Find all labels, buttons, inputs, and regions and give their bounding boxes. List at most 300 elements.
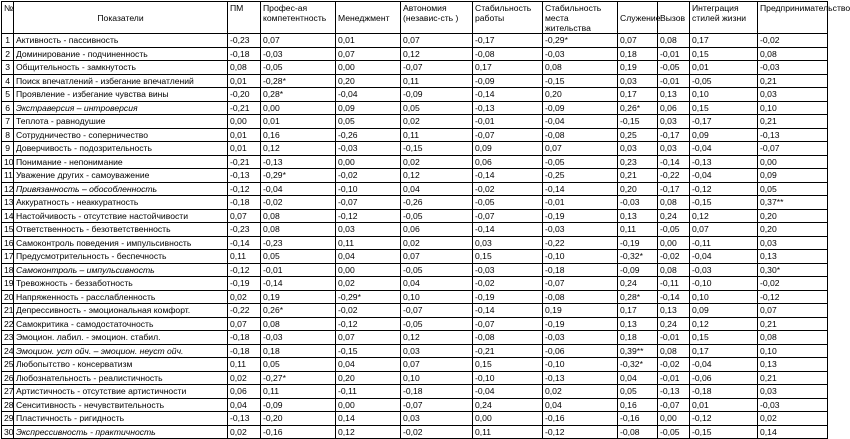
correlation-cell: 0,01 [261,115,336,129]
correlation-cell: -0,22 [543,236,618,250]
correlation-cell: 0,11 [401,74,473,88]
correlation-cell: 0,01 [690,61,758,75]
correlation-cell: -0,10 [543,358,618,372]
correlation-cell: 0,00 [228,115,261,129]
row-number: 6 [2,101,14,115]
correlation-cell: -0,09 [401,88,473,102]
correlation-cell: -0,07 [658,398,690,412]
row-number: 30 [2,425,14,439]
correlation-cell: -0,29* [336,290,401,304]
table-row [2,61,828,75]
correlation-cell: 0,07 [690,223,758,237]
row-number: 14 [2,209,14,223]
correlation-cell: 0,13 [658,304,690,318]
correlation-cell: 0,13 [758,250,828,264]
correlation-cell: 0,00 [658,236,690,250]
row-number: 16 [2,236,14,250]
correlation-cell: -0,13 [228,412,261,426]
correlation-cell: -0,12 [228,263,261,277]
correlation-cell: -0,22 [658,169,690,183]
correlation-cell: -0,32* [618,250,658,264]
correlation-cell: -0,05 [658,223,690,237]
correlation-cell: -0,03 [261,47,336,61]
correlation-cell: 0,10 [401,290,473,304]
correlation-cell: -0,05 [690,74,758,88]
correlation-cell: -0,17 [658,182,690,196]
row-number: 18 [2,263,14,277]
correlation-cell: 0,04 [336,250,401,264]
correlation-cell: 0,08 [261,223,336,237]
indicator-label: Экспрессивность - практичность [14,425,228,439]
correlation-cell: -0,16 [543,412,618,426]
table-row [2,34,828,48]
correlation-cell: -0,14 [473,169,543,183]
correlation-cell: 0,24 [618,277,658,291]
correlation-cell: -0,07 [473,209,543,223]
correlation-cell: -0,14 [473,223,543,237]
correlation-cell: -0,02 [658,250,690,264]
correlation-cell: -0,03 [758,61,828,75]
correlation-cell: 0,11 [228,250,261,264]
correlation-cell: -0,21 [473,344,543,358]
correlation-cell: 0,05 [401,101,473,115]
correlation-cell: 0,11 [228,358,261,372]
correlation-cell: 0,18 [261,344,336,358]
correlation-cell: 0,09 [473,142,543,156]
table-row [2,196,828,210]
table-row [2,88,828,102]
correlation-cell: -0,09 [618,263,658,277]
correlation-cell: -0,15 [690,196,758,210]
correlation-cell: 0,15 [690,331,758,345]
correlation-cell: -0,14 [261,277,336,291]
header-col-3: Менеджмент [336,2,401,34]
table-row [2,128,828,142]
header-number: № [2,2,14,34]
correlation-cell: -0,05 [401,209,473,223]
correlation-cell: -0,13 [690,155,758,169]
table-row [2,398,828,412]
correlation-cell: 0,17 [690,344,758,358]
correlation-cell: 0,04 [401,277,473,291]
correlation-cell: 0,11 [401,128,473,142]
correlation-cell: 0,07 [543,142,618,156]
correlation-cell: 0,06 [401,223,473,237]
correlation-cell: -0,15 [543,74,618,88]
table-row [2,115,828,129]
table-row [2,290,828,304]
correlation-cell: -0,10 [543,250,618,264]
indicator-label: Настойчивость - отсутствие настойчивости [14,209,228,223]
correlation-cell: -0,06 [690,371,758,385]
correlation-cell: -0,05 [401,263,473,277]
correlation-cell: 0,23 [618,155,658,169]
table-row [2,425,828,439]
correlation-cell: 0,00 [658,412,690,426]
indicator-label: Пластичность - ригидность [14,412,228,426]
correlation-cell: 0,30* [758,263,828,277]
correlation-cell: 0,11 [473,425,543,439]
table-row [2,304,828,318]
correlation-cell: -0,05 [473,196,543,210]
table-row [2,331,828,345]
correlation-cell: 0,24 [473,398,543,412]
correlation-cell: 0,14 [758,425,828,439]
correlation-cell: -0,03 [543,223,618,237]
header-col-9: Интеграция стилей жизни [690,2,758,34]
correlation-cell: 0,08 [261,209,336,223]
correlation-cell: 0,10 [690,88,758,102]
correlation-cell: -0,12 [228,182,261,196]
correlation-table [1,1,850,439]
correlation-cell: -0,07 [543,277,618,291]
header-col-2: Профес-ая компетентность [261,2,336,34]
correlation-cell: -0,18 [401,385,473,399]
correlation-cell: 0,12 [690,209,758,223]
indicator-label: Эмоцион. уст ойч. – эмоцион. неуст ойч. [14,344,228,358]
header-col-5: Стабильность работы [473,2,543,34]
row-number: 22 [2,317,14,331]
correlation-cell: -0,07 [336,196,401,210]
indicator-label: Депрессивность - эмоциональная комфорт. [14,304,228,318]
correlation-cell: 0,07 [228,209,261,223]
correlation-cell: 0,09 [336,101,401,115]
table-row [2,317,828,331]
correlation-cell: 0,02 [228,371,261,385]
correlation-cell: 0,21 [618,169,658,183]
correlation-cell: 0,05 [618,385,658,399]
correlation-cell: 0,08 [758,331,828,345]
correlation-cell: -0,26 [336,128,401,142]
correlation-cell: 0,19 [543,304,618,318]
table-row [2,250,828,264]
correlation-cell: -0,04 [543,115,618,129]
correlation-cell: -0,13 [473,101,543,115]
correlation-cell: 0,17 [473,61,543,75]
correlation-cell: -0,19 [228,277,261,291]
correlation-cell: -0,08 [618,425,658,439]
correlation-cell: 0,13 [658,88,690,102]
row-number: 29 [2,412,14,426]
correlation-cell: 0,03 [473,236,543,250]
row-number: 10 [2,155,14,169]
correlation-cell: -0,18 [228,196,261,210]
correlation-cell: 0,01 [336,34,401,48]
correlation-cell: -0,05 [543,155,618,169]
correlation-cell: -0,10 [336,182,401,196]
correlation-cell: -0,01 [658,331,690,345]
correlation-cell: 0,03 [618,74,658,88]
correlation-cell: -0,07 [473,317,543,331]
correlation-cell: -0,02 [336,304,401,318]
correlation-cell: 0,17 [618,304,658,318]
correlation-cell: -0,14 [228,236,261,250]
correlation-cell: 0,03 [658,115,690,129]
correlation-cell: -0,03 [543,47,618,61]
correlation-cell: -0,18 [228,331,261,345]
correlation-cell: -0,05 [658,61,690,75]
correlation-cell: -0,03 [618,196,658,210]
table-row [2,385,828,399]
indicator-label: Сотрудничество - соперничество [14,128,228,142]
correlation-cell: -0,26 [401,196,473,210]
table-row [2,155,828,169]
indicator-label: Напряженность - расслабленность [14,290,228,304]
correlation-cell: 0,13 [758,358,828,372]
indicator-label: Самоконтроль поведения - импульсивность [14,236,228,250]
row-number: 24 [2,344,14,358]
correlation-cell: -0,04 [690,358,758,372]
correlation-cell: 0,02 [543,385,618,399]
correlation-cell: -0,07 [473,128,543,142]
correlation-cell: -0,03 [690,263,758,277]
correlation-cell: -0,12 [690,412,758,426]
indicator-label: Любопытство - консерватизм [14,358,228,372]
correlation-cell: -0,12 [336,209,401,223]
correlation-cell: -0,18 [690,385,758,399]
correlation-cell: -0,12 [690,182,758,196]
indicator-label: Самокритика - самодостаточность [14,317,228,331]
correlation-cell: 0,20 [543,88,618,102]
correlation-cell: -0,02 [658,358,690,372]
header-col-10: Предпринимательство [758,2,828,34]
correlation-cell: 0,05 [261,250,336,264]
correlation-cell: -0,02 [473,182,543,196]
correlation-cell: 0,04 [618,371,658,385]
row-number: 21 [2,304,14,318]
indicator-label: Тревожность - беззаботность [14,277,228,291]
correlation-cell: -0,04 [261,182,336,196]
correlation-cell: -0,05 [401,317,473,331]
correlation-cell: 0,20 [758,209,828,223]
indicator-label: Доминирование - подчиненность [14,47,228,61]
correlation-cell: 0,06 [228,385,261,399]
indicator-label: Активность - пассивность [14,34,228,48]
correlation-cell: 0,03 [336,223,401,237]
indicator-label: Экстраверсия – интроверсия [14,101,228,115]
correlation-cell: -0,19 [543,317,618,331]
correlation-cell: -0,23 [228,223,261,237]
correlation-cell: -0,11 [658,277,690,291]
correlation-cell: -0,20 [261,412,336,426]
correlation-cell: -0,18 [228,344,261,358]
row-number: 23 [2,331,14,345]
correlation-cell: 0,17 [618,88,658,102]
row-number: 26 [2,371,14,385]
correlation-cell: -0,09 [543,101,618,115]
correlation-cell: -0,07 [401,304,473,318]
correlation-cell: 0,04 [228,398,261,412]
correlation-cell: -0,19 [618,236,658,250]
correlation-cell: 0,08 [543,61,618,75]
correlation-cell: 0,02 [401,155,473,169]
correlation-cell: 0,06 [473,155,543,169]
correlation-cell: 0,03 [758,88,828,102]
correlation-cell: 0,06 [658,101,690,115]
correlation-cell: -0,08 [543,290,618,304]
correlation-cell: 0,13 [618,317,658,331]
indicator-label: Теплота - равнодушие [14,115,228,129]
correlation-cell: -0,04 [336,88,401,102]
correlation-cell: -0,01 [543,196,618,210]
correlation-cell: 0,09 [690,128,758,142]
correlation-cell: 0,11 [336,236,401,250]
indicator-label: Артистичность - отсутствие артистичности [14,385,228,399]
correlation-cell: 0,15 [690,101,758,115]
correlation-cell: -0,23 [261,236,336,250]
correlation-cell: 0,07 [618,34,658,48]
correlation-cell: -0,04 [690,169,758,183]
correlation-cell: 0,12 [401,331,473,345]
correlation-cell: -0,12 [543,425,618,439]
correlation-cell: 0,00 [261,101,336,115]
correlation-cell: 0,07 [401,34,473,48]
correlation-cell: 0,09 [758,169,828,183]
correlation-cell: 0,01 [690,398,758,412]
correlation-cell: 0,18 [618,47,658,61]
correlation-cell: -0,02 [336,169,401,183]
header-col-6: Стабильность места жительства [543,2,618,34]
correlation-cell: -0,13 [543,371,618,385]
correlation-cell: -0,17 [658,128,690,142]
correlation-cell: 0,21 [758,371,828,385]
correlation-cell: -0,04 [690,142,758,156]
correlation-cell: 0,20 [618,182,658,196]
correlation-cell: 0,12 [401,169,473,183]
row-number: 17 [2,250,14,264]
row-number: 9 [2,142,14,156]
row-number: 1 [2,34,14,48]
indicator-label: Проявление - избегание чувства вины [14,88,228,102]
correlation-cell: -0,01 [658,74,690,88]
correlation-cell: -0,08 [473,47,543,61]
correlation-cell: 0,01 [228,142,261,156]
correlation-cell: 0,00 [336,155,401,169]
correlation-cell: 0,04 [336,358,401,372]
indicator-label: Эмоцион. лабил. - эмоцион. стабил. [14,331,228,345]
row-number: 15 [2,223,14,237]
correlation-cell: 0,00 [336,61,401,75]
row-number: 8 [2,128,14,142]
row-number: 5 [2,88,14,102]
correlation-cell: 0,20 [336,74,401,88]
correlation-cell: 0,10 [401,371,473,385]
correlation-cell: -0,27* [261,371,336,385]
correlation-cell: -0,05 [658,425,690,439]
correlation-cell: 0,15 [473,358,543,372]
correlation-cell: 0,14 [336,412,401,426]
correlation-cell: 0,15 [473,250,543,264]
correlation-cell: 0,02 [758,412,828,426]
correlation-cell: -0,29* [261,169,336,183]
correlation-cell: -0,02 [758,277,828,291]
correlation-cell: 0,03 [758,385,828,399]
correlation-cell: -0,14 [658,155,690,169]
table-row [2,142,828,156]
correlation-cell: -0,04 [473,385,543,399]
row-number: 7 [2,115,14,129]
correlation-cell: 0,21 [758,74,828,88]
correlation-cell: 0,08 [758,47,828,61]
correlation-cell: -0,14 [473,304,543,318]
correlation-cell: -0,09 [473,74,543,88]
row-number: 3 [2,61,14,75]
table-row [2,236,828,250]
correlation-cell: 0,03 [758,236,828,250]
correlation-cell: -0,13 [228,169,261,183]
correlation-cell: -0,02 [758,34,828,48]
correlation-cell: 0,21 [758,115,828,129]
correlation-cell: 0,28* [261,88,336,102]
correlation-cell: -0,01 [658,47,690,61]
correlation-cell: 0,08 [658,263,690,277]
indicator-label: Ответственность - безответственность [14,223,228,237]
correlation-cell: -0,16 [618,412,658,426]
indicator-label: Аккуратность - неаккуратность [14,196,228,210]
correlation-cell: 0,08 [228,61,261,75]
indicator-label: Доверчивость - подозрительность [14,142,228,156]
correlation-cell: -0,03 [336,142,401,156]
correlation-cell: 0,05 [758,182,828,196]
correlation-cell: -0,02 [401,425,473,439]
correlation-cell: -0,19 [543,209,618,223]
correlation-cell: 0,39** [618,344,658,358]
correlation-cell: -0,18 [543,263,618,277]
table-row [2,223,828,237]
correlation-cell: 0,37** [758,196,828,210]
row-number: 13 [2,196,14,210]
indicator-label: Общительность - замкнутость [14,61,228,75]
correlation-cell: -0,13 [658,385,690,399]
indicator-label: Понимание - непонимание [14,155,228,169]
row-number: 12 [2,182,14,196]
indicator-label: Поиск впечатлений - избегание впечатлений [14,74,228,88]
correlation-cell: -0,09 [261,398,336,412]
correlation-cell: -0,11 [690,236,758,250]
correlation-cell: -0,12 [758,290,828,304]
correlation-cell: -0,17 [690,115,758,129]
correlation-cell: 0,04 [401,182,473,196]
correlation-cell: 0,02 [228,290,261,304]
correlation-cell: -0,14 [658,290,690,304]
table-row [2,47,828,61]
correlation-cell: 0,26* [261,304,336,318]
correlation-cell: 0,13 [618,209,658,223]
correlation-cell: -0,14 [543,182,618,196]
correlation-cell: -0,21 [228,101,261,115]
correlation-cell: -0,28* [261,74,336,88]
correlation-cell: -0,02 [261,196,336,210]
correlation-cell: 0,02 [401,236,473,250]
row-number: 25 [2,358,14,372]
correlation-cell: -0,12 [336,317,401,331]
correlation-cell: -0,19 [473,290,543,304]
correlation-cell: -0,05 [261,61,336,75]
correlation-cell: -0,03 [473,263,543,277]
row-number: 2 [2,47,14,61]
correlation-cell: -0,01 [261,263,336,277]
correlation-cell: 0,07 [401,358,473,372]
correlation-cell: 0,24 [658,317,690,331]
correlation-cell: 0,03 [401,412,473,426]
correlation-cell: 0,21 [758,317,828,331]
table-row [2,101,828,115]
correlation-cell: 0,07 [336,47,401,61]
correlation-cell: 0,24 [658,209,690,223]
correlation-cell: -0,04 [690,250,758,264]
correlation-cell: 0,20 [336,371,401,385]
table-body [2,34,828,439]
